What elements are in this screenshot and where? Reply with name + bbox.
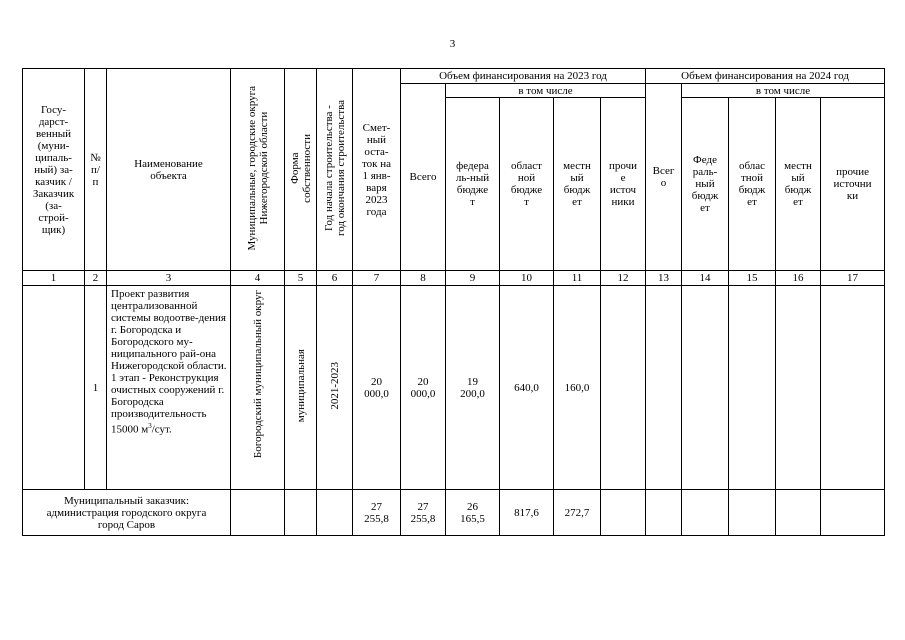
header-municipal-text: Муниципальные, городские округа Нижегородской области	[245, 85, 270, 251]
column-number: 5	[285, 271, 317, 286]
cell-empty	[821, 286, 885, 490]
header-fed-2023: федера ль-ный бюдже т	[446, 98, 500, 271]
cell-empty	[317, 490, 353, 536]
cell-empty	[285, 490, 317, 536]
column-number: 6	[317, 271, 353, 286]
cell-empty	[821, 490, 885, 536]
cell-empty	[682, 286, 729, 490]
header-name: Наименование объекта	[107, 69, 231, 271]
total-2023-value: 27 255,8	[401, 490, 446, 536]
ownership-form	[285, 286, 317, 490]
header-total-2024: Всег о	[646, 84, 682, 271]
fed-2023-value: 19 200,0	[446, 286, 500, 490]
header-remainder: Смет- ный оста- ток на 1 янв- варя 2023 года	[353, 69, 401, 271]
loc-2023-value: 272,7	[554, 490, 601, 536]
column-number: 12	[601, 271, 646, 286]
financing-table	[22, 68, 885, 536]
row-number: 1	[85, 286, 107, 490]
cell-empty	[776, 490, 821, 536]
header-oth-2024: прочие источни ки	[821, 98, 885, 271]
reg-2023-value: 817,6	[500, 490, 554, 536]
object-name-sup: 3	[148, 422, 152, 430]
column-number: 8	[401, 271, 446, 286]
municipal-district	[231, 286, 285, 490]
header-num: № п/ п	[85, 69, 107, 271]
table-row	[23, 286, 885, 490]
object-name-main: Проект развития централизованной системы водоотве-дения г. Богородска и Богородского му-ниципального рай-она Нижегородской области. 1 этап - Реконструкция очистных сооружений г. Богородска производительность 15000 м	[111, 288, 227, 436]
column-number: 1	[23, 271, 85, 286]
cell-empty	[776, 286, 821, 490]
header-total-2023: Всего	[401, 84, 446, 271]
cell-empty	[601, 490, 646, 536]
cell-empty	[231, 490, 285, 536]
ownership-form-text: муниципальная	[294, 349, 307, 423]
cell-empty	[729, 286, 776, 490]
column-number: 4	[231, 271, 285, 286]
header-fin-2024: Объем финансирования на 2024 год	[646, 69, 885, 84]
header-customer: Госу- дарст- венный (муни- ципаль- ный) за- казчик / Заказчик (за- строй- щик)	[23, 69, 85, 271]
column-number: 13	[646, 271, 682, 286]
column-number: 7	[353, 271, 401, 286]
construction-years-text: 2021-2023	[328, 362, 341, 410]
column-number: 16	[776, 271, 821, 286]
total-2023-value: 20 000,0	[401, 286, 446, 490]
header-loc-2024: местн ый бюдж ет	[776, 98, 821, 271]
column-number: 14	[682, 271, 729, 286]
reg-2023-value: 640,0	[500, 286, 554, 490]
page-number: 3	[449, 38, 456, 50]
fed-2023-value: 26 165,5	[446, 490, 500, 536]
header-years-text: Год начала строительства - год окончания строительства	[322, 100, 347, 236]
header-fed-2024: Феде раль- ный бюдж ет	[682, 98, 729, 271]
municipal-customer-label: Муниципальный заказчик: администрация городского округа город Саров	[23, 490, 231, 536]
cell-empty	[646, 286, 682, 490]
header-incl-2023: в том числе	[446, 84, 646, 98]
object-name-tail: /сут.	[151, 423, 172, 436]
header-incl-2024: в том числе	[682, 84, 885, 98]
column-number: 17	[821, 271, 885, 286]
header-reg-2023: област ной бюдже т	[500, 98, 554, 271]
column-number: 11	[554, 271, 601, 286]
header-loc-2023: местн ый бюдж ет	[554, 98, 601, 271]
municipal-district-text: Богородский муниципальный округ	[251, 290, 264, 459]
remainder-value: 20 000,0	[353, 286, 401, 490]
header-municipal	[231, 69, 285, 271]
header-fin-2023: Объем финансирования на 2023 год	[401, 69, 646, 84]
remainder-value: 27 255,8	[353, 490, 401, 536]
column-numbers-row	[23, 271, 885, 286]
header-years	[317, 69, 353, 271]
header-ownership	[285, 69, 317, 271]
object-name	[107, 286, 231, 490]
column-number: 9	[446, 271, 500, 286]
column-number: 10	[500, 271, 554, 286]
cell-empty	[729, 490, 776, 536]
cell-empty	[682, 490, 729, 536]
cell-empty	[646, 490, 682, 536]
header-ownership-text: Форма собственности	[288, 133, 313, 203]
loc-2023-value: 160,0	[554, 286, 601, 490]
header-reg-2024: облас тной бюдж ет	[729, 98, 776, 271]
header-oth-2023: прочи е источ ники	[601, 98, 646, 271]
cell-empty	[23, 286, 85, 490]
cell-empty	[601, 286, 646, 490]
column-number: 3	[107, 271, 231, 286]
column-number: 15	[729, 271, 776, 286]
construction-years	[317, 286, 353, 490]
column-number: 2	[85, 271, 107, 286]
table-row	[23, 490, 885, 536]
